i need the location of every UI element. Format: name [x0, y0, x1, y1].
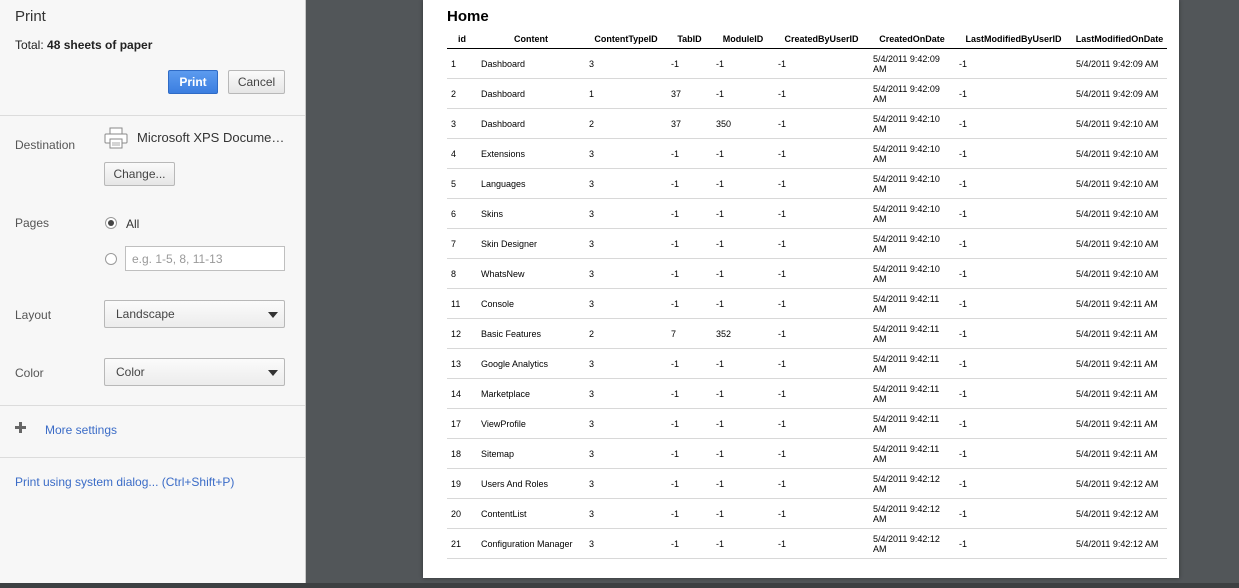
- table-cell: 3: [447, 109, 477, 139]
- table-cell: 5/4/2011 9:42:10 AM: [1072, 229, 1167, 259]
- table-cell: 5/4/2011 9:42:10 AM: [1072, 109, 1167, 139]
- table-cell: 3: [585, 169, 667, 199]
- table-cell: -1: [774, 169, 869, 199]
- table-cell: -1: [712, 229, 774, 259]
- table-cell: Dashboard: [477, 49, 585, 79]
- table-cell: -1: [955, 439, 1072, 469]
- column-header: id: [447, 29, 477, 49]
- table-cell: 5/4/2011 9:42:11 AM: [1072, 379, 1167, 409]
- table-cell: 5/4/2011 9:42:10 AM: [869, 139, 955, 169]
- pages-all-radio[interactable]: [105, 217, 117, 229]
- table-cell: -1: [774, 529, 869, 559]
- table-cell: 5/4/2011 9:42:12 AM: [1072, 469, 1167, 499]
- table-cell: Basic Features: [477, 319, 585, 349]
- table-cell: -1: [955, 199, 1072, 229]
- bottom-strip: [0, 583, 1239, 588]
- column-header: LastModifiedByUserID: [955, 29, 1072, 49]
- table-cell: -1: [667, 49, 712, 79]
- table-row: [447, 319, 1167, 349]
- divider: [0, 115, 305, 116]
- pages-label: Pages: [15, 216, 50, 230]
- column-header: ModuleID: [712, 29, 774, 49]
- table-cell: 37: [667, 109, 712, 139]
- printer-icon: [104, 127, 128, 149]
- table-row: [447, 289, 1167, 319]
- table-row: [447, 469, 1167, 499]
- table-cell: -1: [955, 109, 1072, 139]
- pages-custom-radio[interactable]: [105, 253, 117, 265]
- table-cell: -1: [667, 139, 712, 169]
- table-cell: Configuration Manager: [477, 529, 585, 559]
- table-cell: -1: [955, 229, 1072, 259]
- table-cell: 3: [585, 289, 667, 319]
- table-cell: 5/4/2011 9:42:11 AM: [1072, 289, 1167, 319]
- table-cell: 3: [585, 439, 667, 469]
- destination-label: Destination: [15, 138, 76, 152]
- table-cell: WhatsNew: [477, 259, 585, 289]
- plus-icon[interactable]: [15, 422, 26, 433]
- total-sheets: [15, 38, 152, 52]
- table-cell: 2: [447, 79, 477, 109]
- table-cell: -1: [774, 49, 869, 79]
- table-row: [447, 169, 1167, 199]
- table-cell: 5/4/2011 9:42:11 AM: [869, 379, 955, 409]
- table-cell: -1: [712, 289, 774, 319]
- table-cell: -1: [712, 379, 774, 409]
- table-cell: -1: [955, 49, 1072, 79]
- table-cell: 5/4/2011 9:42:10 AM: [869, 169, 955, 199]
- table-cell: 5/4/2011 9:42:09 AM: [869, 79, 955, 109]
- table-cell: -1: [955, 379, 1072, 409]
- table-cell: Sitemap: [477, 439, 585, 469]
- table-cell: 5/4/2011 9:42:10 AM: [869, 229, 955, 259]
- table-cell: -1: [774, 139, 869, 169]
- color-value: Color: [116, 365, 145, 379]
- divider: [0, 405, 305, 406]
- table-cell: -1: [774, 229, 869, 259]
- table-cell: -1: [712, 139, 774, 169]
- table-cell: 5/4/2011 9:42:11 AM: [1072, 319, 1167, 349]
- table-cell: 2: [585, 109, 667, 139]
- layout-value: Landscape: [116, 307, 175, 321]
- table-cell: Dashboard: [477, 79, 585, 109]
- table-cell: 5/4/2011 9:42:11 AM: [869, 409, 955, 439]
- table-cell: -1: [774, 499, 869, 529]
- table-cell: 18: [447, 439, 477, 469]
- table-cell: -1: [667, 199, 712, 229]
- total-prefix: Total:: [15, 38, 48, 52]
- table-cell: -1: [774, 109, 869, 139]
- page-heading: Home: [447, 8, 489, 25]
- table-cell: 5/4/2011 9:42:11 AM: [1072, 439, 1167, 469]
- table-cell: 5/4/2011 9:42:11 AM: [869, 319, 955, 349]
- table-row: [447, 529, 1167, 559]
- table-row: [447, 499, 1167, 529]
- pages-all-label: All: [126, 217, 140, 231]
- color-select[interactable]: [104, 358, 285, 386]
- table-cell: Skin Designer: [477, 229, 585, 259]
- table-cell: 3: [585, 199, 667, 229]
- table-cell: 5/4/2011 9:42:10 AM: [1072, 169, 1167, 199]
- layout-select[interactable]: [104, 300, 285, 328]
- column-header: ContentTypeID: [585, 29, 667, 49]
- table-cell: Skins: [477, 199, 585, 229]
- table-cell: 3: [585, 349, 667, 379]
- table-cell: -1: [955, 409, 1072, 439]
- table-cell: 3: [585, 469, 667, 499]
- table-cell: -1: [667, 529, 712, 559]
- table-row: [447, 229, 1167, 259]
- table-cell: 21: [447, 529, 477, 559]
- table-cell: 1: [585, 79, 667, 109]
- change-destination-button[interactable]: Change...: [104, 162, 175, 186]
- more-settings-link[interactable]: More settings: [45, 423, 118, 437]
- table-cell: 12: [447, 319, 477, 349]
- table-cell: 5/4/2011 9:42:12 AM: [869, 529, 955, 559]
- table-cell: -1: [774, 199, 869, 229]
- table-cell: 5/4/2011 9:42:11 AM: [869, 349, 955, 379]
- table-cell: 5/4/2011 9:42:12 AM: [869, 469, 955, 499]
- table-cell: -1: [712, 469, 774, 499]
- table-cell: 17: [447, 409, 477, 439]
- table-cell: 5/4/2011 9:42:10 AM: [869, 109, 955, 139]
- data-table: [447, 29, 1167, 559]
- table-cell: -1: [955, 499, 1072, 529]
- table-cell: 8: [447, 259, 477, 289]
- table-cell: -1: [712, 169, 774, 199]
- table-cell: -1: [955, 79, 1072, 109]
- table-row: [447, 439, 1167, 469]
- table-cell: -1: [667, 349, 712, 379]
- table-cell: -1: [667, 229, 712, 259]
- table-cell: 3: [585, 529, 667, 559]
- table-cell: Marketplace: [477, 379, 585, 409]
- table-cell: 5/4/2011 9:42:09 AM: [1072, 49, 1167, 79]
- table-cell: 7: [667, 319, 712, 349]
- table-body: [447, 49, 1167, 559]
- table-cell: 5/4/2011 9:42:10 AM: [1072, 139, 1167, 169]
- system-dialog-link[interactable]: Print using system dialog... (Ctrl+Shift+P): [15, 475, 235, 489]
- table-cell: 3: [585, 49, 667, 79]
- table-row: [447, 139, 1167, 169]
- table-cell: -1: [667, 469, 712, 499]
- divider: [0, 457, 305, 458]
- table-cell: Google Analytics: [477, 349, 585, 379]
- table-cell: -1: [712, 349, 774, 379]
- table-cell: 13: [447, 349, 477, 379]
- layout-label: Layout: [15, 308, 52, 322]
- table-cell: -1: [955, 169, 1072, 199]
- table-cell: -1: [712, 199, 774, 229]
- table-cell: 6: [447, 199, 477, 229]
- destination-name: Microsoft XPS Docume…: [137, 130, 285, 145]
- table-cell: -1: [955, 139, 1072, 169]
- table-cell: -1: [712, 49, 774, 79]
- table-cell: 2: [585, 319, 667, 349]
- table-cell: 3: [585, 379, 667, 409]
- table-row: [447, 379, 1167, 409]
- table-cell: 20: [447, 499, 477, 529]
- column-header: CreatedByUserID: [774, 29, 869, 49]
- print-button[interactable]: Print: [168, 70, 218, 94]
- table-cell: 3: [585, 229, 667, 259]
- table-cell: -1: [667, 169, 712, 199]
- table-cell: ContentList: [477, 499, 585, 529]
- pages-range-input[interactable]: [125, 246, 285, 271]
- chevron-down-icon: [268, 370, 278, 376]
- table-cell: 3: [585, 139, 667, 169]
- column-header: CreatedOnDate: [869, 29, 955, 49]
- table-cell: -1: [774, 409, 869, 439]
- table-cell: -1: [712, 439, 774, 469]
- table-cell: 3: [585, 259, 667, 289]
- table-cell: 5/4/2011 9:42:11 AM: [1072, 409, 1167, 439]
- table-row: [447, 79, 1167, 109]
- table-cell: 1: [447, 49, 477, 79]
- table-cell: 5/4/2011 9:42:10 AM: [869, 259, 955, 289]
- table-cell: -1: [712, 259, 774, 289]
- table-cell: 3: [585, 499, 667, 529]
- table-row: [447, 259, 1167, 289]
- cancel-button[interactable]: Cancel: [228, 70, 285, 94]
- table-cell: 5/4/2011 9:42:10 AM: [1072, 259, 1167, 289]
- table-cell: Extensions: [477, 139, 585, 169]
- table-cell: -1: [667, 439, 712, 469]
- table-cell: -1: [667, 499, 712, 529]
- table-cell: -1: [774, 469, 869, 499]
- table-cell: -1: [955, 259, 1072, 289]
- table-cell: 5/4/2011 9:42:10 AM: [869, 199, 955, 229]
- table-cell: -1: [667, 289, 712, 319]
- table-cell: 5/4/2011 9:42:12 AM: [1072, 529, 1167, 559]
- table-cell: -1: [955, 289, 1072, 319]
- table-cell: 5: [447, 169, 477, 199]
- table-cell: -1: [712, 79, 774, 109]
- table-cell: Console: [477, 289, 585, 319]
- print-preview-area[interactable]: [307, 0, 1239, 588]
- table-row: [447, 109, 1167, 139]
- table-cell: 5/4/2011 9:42:09 AM: [869, 49, 955, 79]
- table-cell: 3: [585, 409, 667, 439]
- table-cell: 7: [447, 229, 477, 259]
- table-cell: -1: [955, 469, 1072, 499]
- table-cell: 14: [447, 379, 477, 409]
- table-cell: ViewProfile: [477, 409, 585, 439]
- table-cell: -1: [712, 529, 774, 559]
- table-cell: -1: [667, 259, 712, 289]
- table-cell: -1: [712, 499, 774, 529]
- table-cell: 5/4/2011 9:42:12 AM: [869, 499, 955, 529]
- table-cell: -1: [712, 409, 774, 439]
- table-cell: -1: [774, 289, 869, 319]
- table-cell: Users And Roles: [477, 469, 585, 499]
- table-cell: 5/4/2011 9:42:10 AM: [1072, 199, 1167, 229]
- color-label: Color: [15, 366, 44, 380]
- table-cell: 5/4/2011 9:42:11 AM: [869, 439, 955, 469]
- table-cell: 4: [447, 139, 477, 169]
- table-row: [447, 409, 1167, 439]
- table-cell: 5/4/2011 9:42:11 AM: [1072, 349, 1167, 379]
- table-cell: 5/4/2011 9:42:09 AM: [1072, 79, 1167, 109]
- table-cell: -1: [774, 349, 869, 379]
- table-row: [447, 199, 1167, 229]
- column-header: LastModifiedOnDate: [1072, 29, 1167, 49]
- table-cell: -1: [774, 379, 869, 409]
- table-cell: Languages: [477, 169, 585, 199]
- table-cell: 37: [667, 79, 712, 109]
- table-cell: -1: [667, 409, 712, 439]
- table-cell: -1: [955, 349, 1072, 379]
- table-cell: -1: [955, 529, 1072, 559]
- table-cell: 11: [447, 289, 477, 319]
- table-cell: 5/4/2011 9:42:12 AM: [1072, 499, 1167, 529]
- total-value: 48 sheets of paper: [47, 38, 153, 52]
- chevron-down-icon: [268, 312, 278, 318]
- table-cell: Dashboard: [477, 109, 585, 139]
- table-cell: -1: [955, 319, 1072, 349]
- table-cell: 19: [447, 469, 477, 499]
- table-cell: 350: [712, 109, 774, 139]
- table-cell: -1: [667, 379, 712, 409]
- column-header: Content: [477, 29, 585, 49]
- table-cell: -1: [774, 79, 869, 109]
- table-cell: -1: [774, 259, 869, 289]
- table-row: [447, 49, 1167, 79]
- table-row: [447, 349, 1167, 379]
- panel-title: Print: [15, 8, 46, 25]
- table-cell: -1: [774, 439, 869, 469]
- print-settings-panel: [0, 0, 306, 588]
- column-header: TabID: [667, 29, 712, 49]
- table-cell: -1: [774, 319, 869, 349]
- table-cell: 352: [712, 319, 774, 349]
- preview-page: [423, 0, 1179, 578]
- table-cell: 5/4/2011 9:42:11 AM: [869, 289, 955, 319]
- table-header-row: [447, 29, 1167, 49]
